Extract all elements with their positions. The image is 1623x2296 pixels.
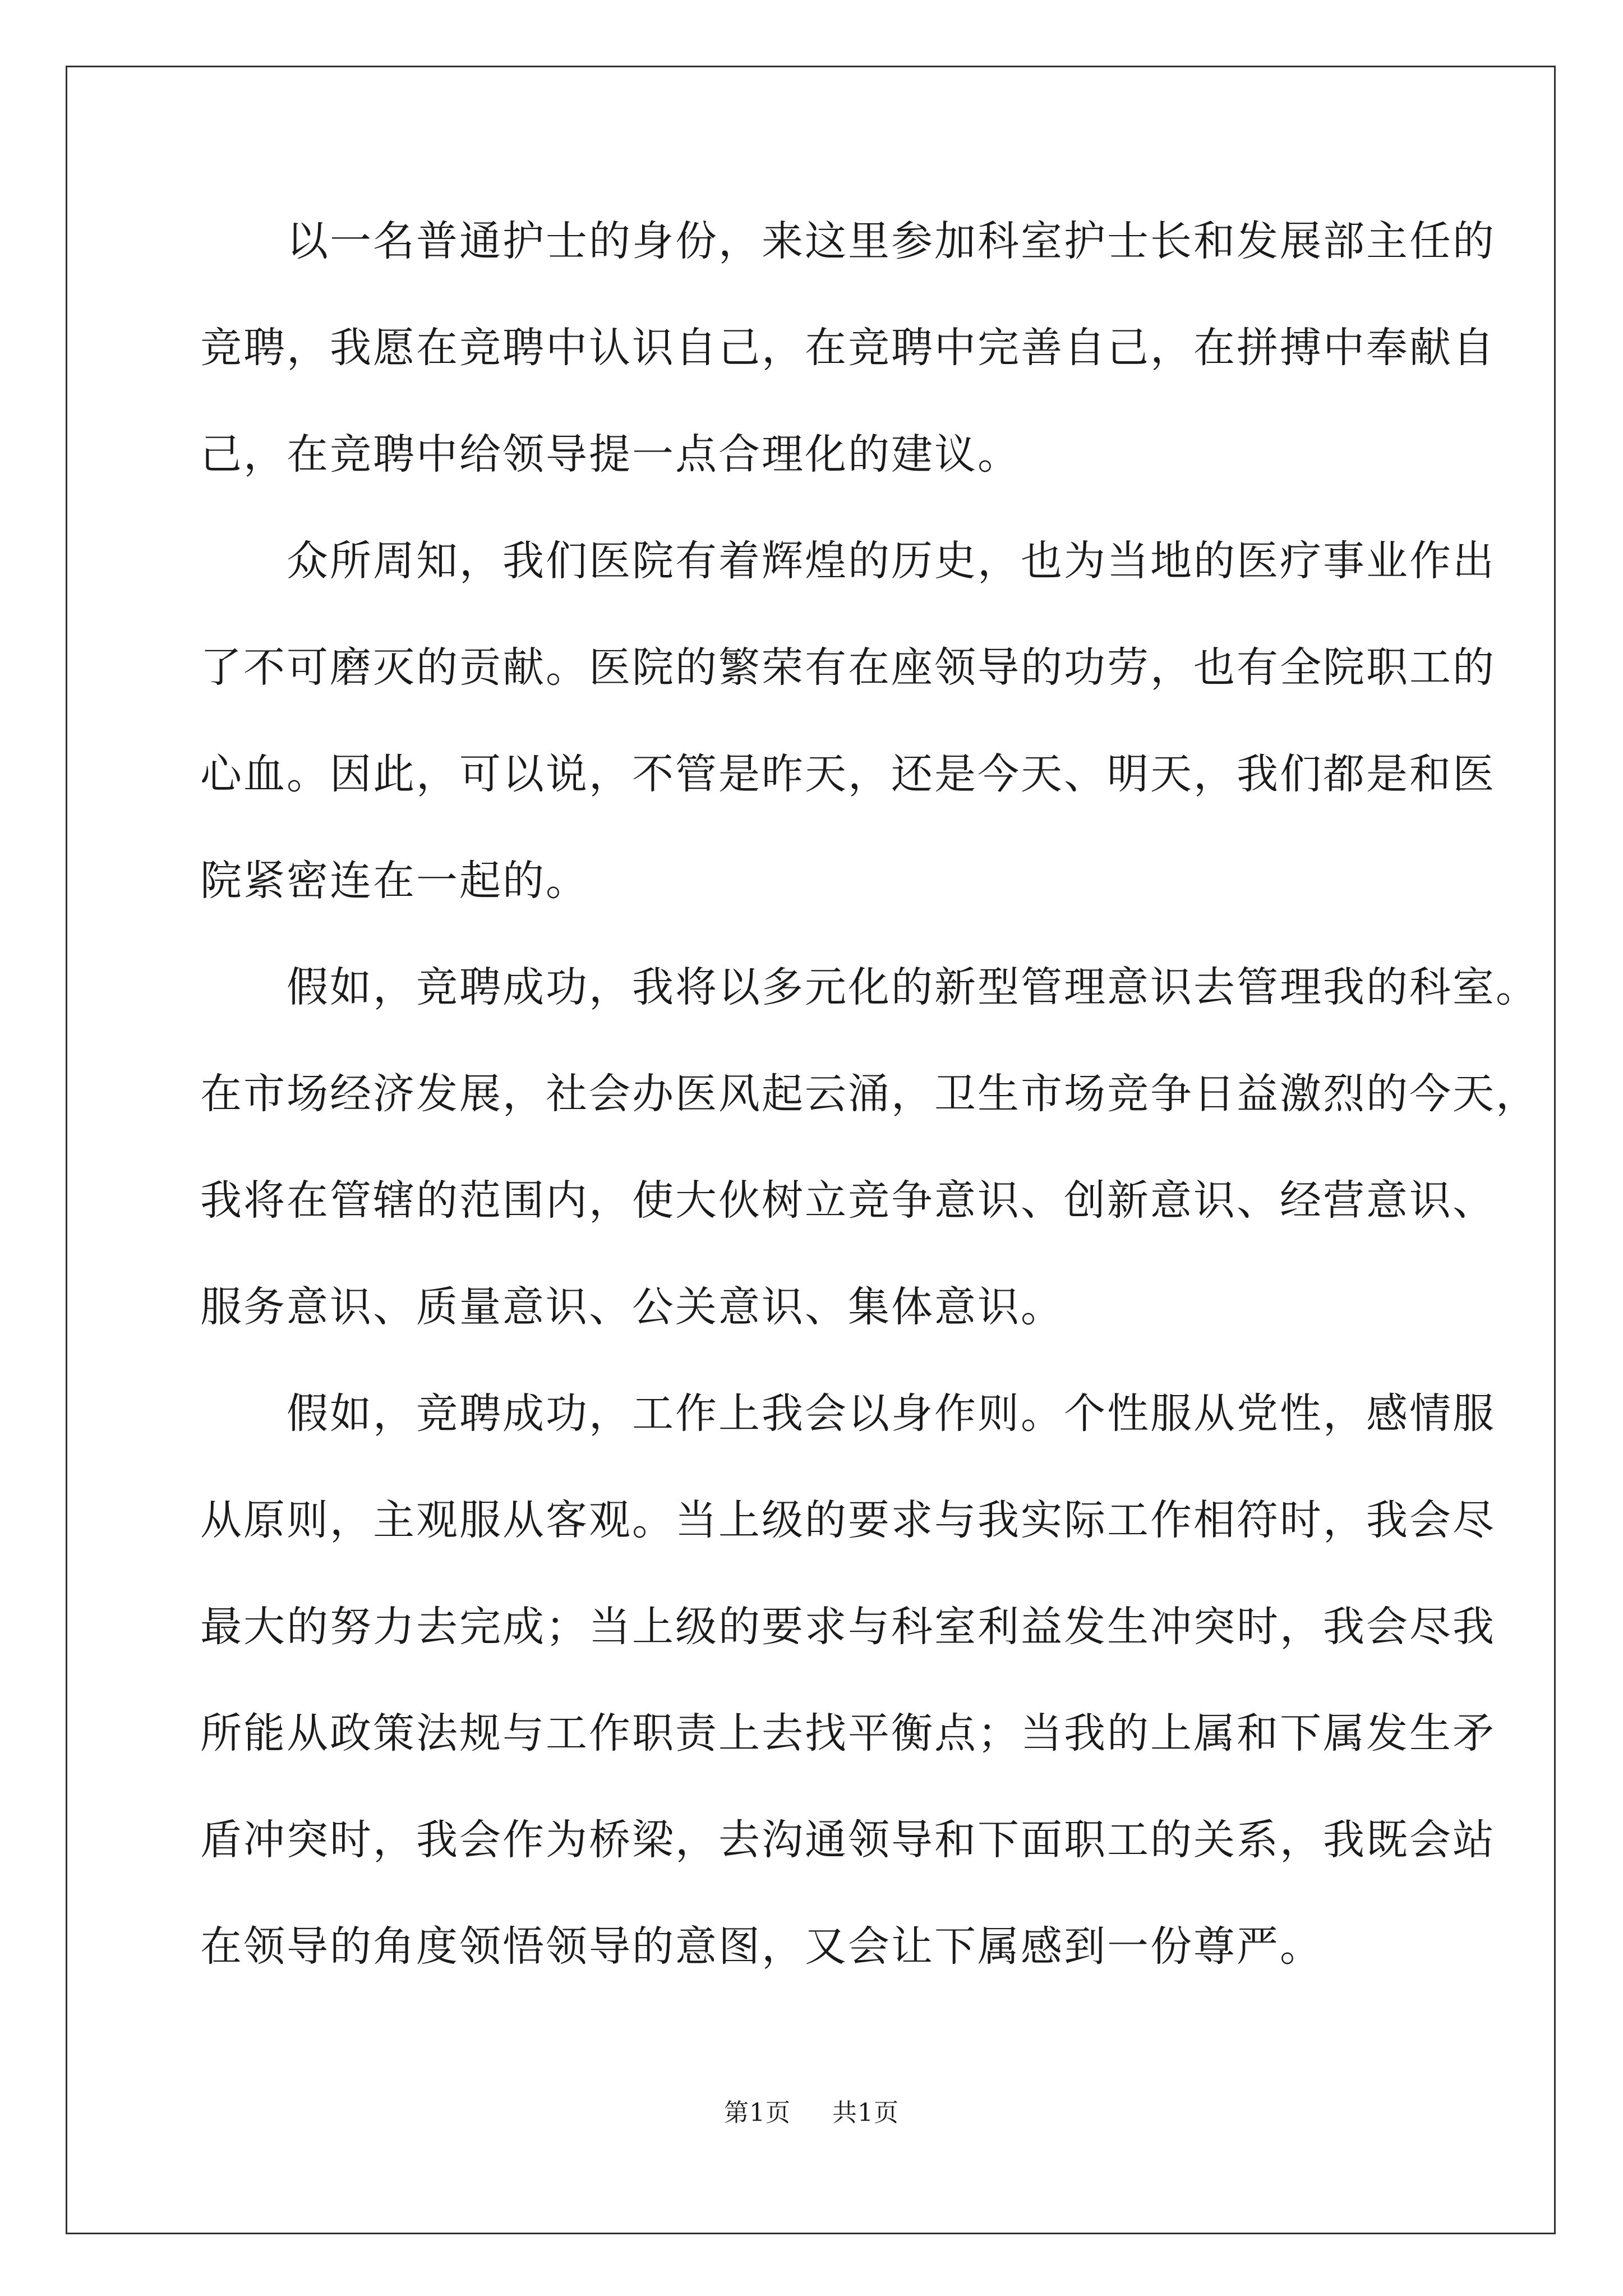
page-footer (0, 2096, 1623, 2130)
text-line: 众所周知，我们医院有着辉煌的历史，也为当地的医疗事业作出 (200, 537, 1496, 585)
text-line: 我将在管辖的范围内，使大伙树立竞争意识、创新意识、经营意识、 (200, 1176, 1496, 1225)
text-line: 盾冲突时，我会作为桥梁，去沟通领导和下面职工的关系，我既会站 (200, 1816, 1496, 1864)
text-line: 从原则，主观服从客观。当上级的要求与我实际工作相符时，我会尽 (200, 1496, 1496, 1544)
text-line: 了不可磨灭的贡献。医院的繁荣有在座领导的功劳，也有全院职工的 (200, 643, 1496, 692)
text-line: 最大的努力去完成；当上级的要求与科室利益发生冲突时，我会尽我 (200, 1603, 1496, 1651)
text-line: 以一名普通护士的身份，来这里参加科室护士长和发展部主任的 (200, 217, 1496, 265)
document-body (200, 213, 1539, 2025)
page-number: 第1页 (724, 2099, 791, 2127)
text-line: 己，在竞聘中给领导提一点合理化的建议。 (200, 430, 1021, 478)
text-line: 服务意识、质量意识、公关意识、集体意识。 (200, 1283, 1064, 1331)
page-total: 共1页 (832, 2099, 899, 2127)
text-line: 所能从政策法规与工作职责上去找平衡点；当我的上属和下属发生矛 (200, 1709, 1496, 1757)
text-line: 在领导的角度领悟领导的意图，又会让下属感到一份尊严。 (200, 1922, 1323, 1971)
text-line: 院紧密连在一起的。 (200, 857, 589, 905)
text-line: 在市场经济发展，社会办医风起云涌，卫生市场竞争日益激烈的今天， (200, 1070, 1539, 1118)
text-line: 假如，竞聘成功，我将以多元化的新型管理意识去管理我的科室。 (200, 963, 1539, 1011)
text-line: 假如，竞聘成功，工作上我会以身作则。个性服从党性，感情服 (200, 1389, 1496, 1438)
text-line: 竞聘，我愿在竞聘中认识自己，在竞聘中完善自己，在拼搏中奉献自 (200, 324, 1496, 372)
text-line: 心血。因此，可以说，不管是昨天，还是今天、明天，我们都是和医 (200, 750, 1496, 798)
